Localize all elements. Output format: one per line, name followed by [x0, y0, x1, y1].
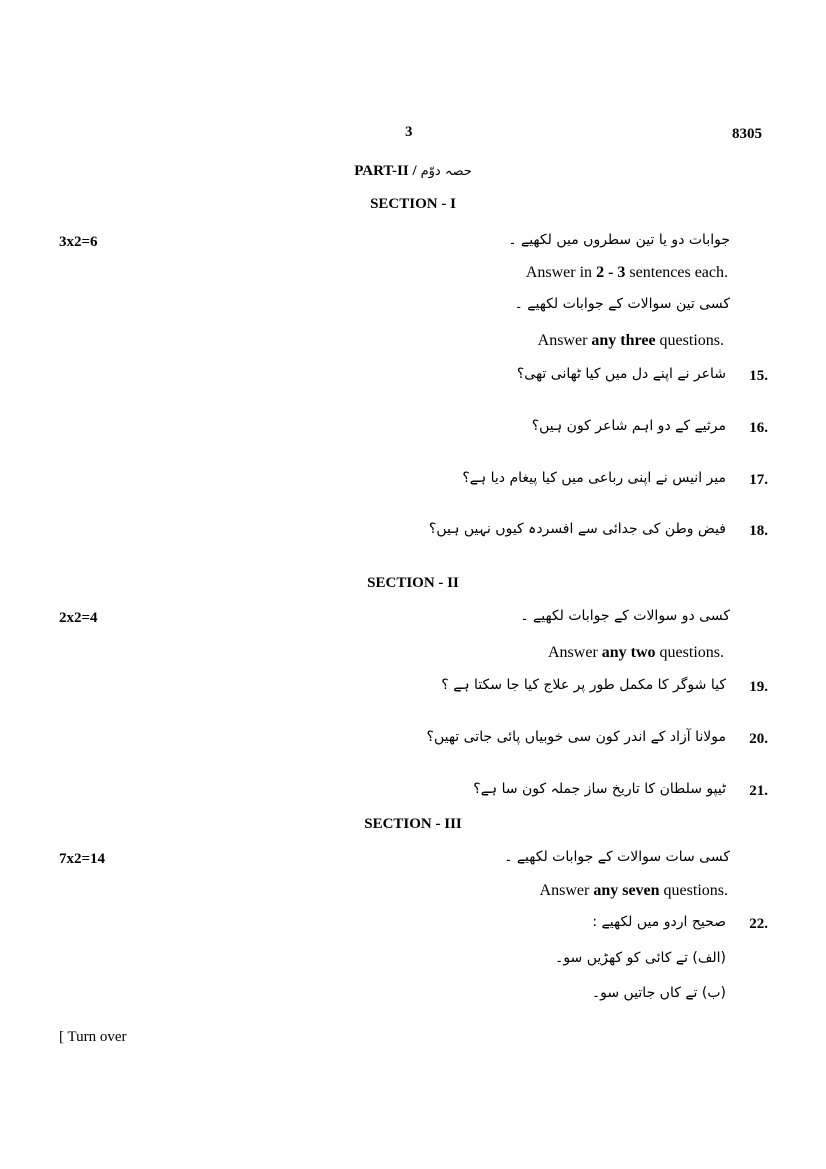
instruction-text: sentences each. [625, 264, 728, 281]
section-1-english-instruction-2 [538, 332, 724, 350]
paper-code: 8305 [732, 126, 762, 142]
question-number: 20. [749, 731, 768, 747]
page-number: 3 [405, 124, 413, 140]
question-number: 19. [749, 679, 768, 695]
question-15 [400, 366, 768, 388]
question-number: 18. [749, 523, 768, 539]
question-22 [400, 914, 768, 936]
instruction-emphasis: any three [591, 332, 656, 349]
instruction-emphasis: any seven [593, 882, 660, 899]
question-text: شاعر نے اپنے دل میں کیا ٹھانی تھی؟ [516, 366, 726, 382]
instruction-text: questions. [655, 644, 724, 661]
part-title [0, 162, 826, 180]
question-number: 15. [749, 368, 768, 384]
question-text: میر انیس نے اپنی رباعی میں کیا پیغام دیا ہے؟ [462, 470, 726, 486]
question-text: فیض وطن کی جدائی سے افسردہ کیوں نہیں ہیں؟ [428, 521, 726, 537]
section-1-urdu-instruction-2: کسی تین سوالات کے جوابات لکھیے ۔ [514, 296, 730, 312]
instruction-text: Answer [548, 644, 602, 661]
question-21 [400, 781, 768, 803]
section-1-english-instruction-1 [526, 264, 728, 282]
instruction-text: questions. [655, 332, 724, 349]
part-title-english: PART-II / [354, 163, 417, 179]
section-2-marks: 2x2=4 [59, 610, 98, 626]
question-text: مولانا آزاد کے اندر کون سی خوبیاں پائی جاتی تھیں؟ [426, 729, 726, 745]
instruction-text: questions. [659, 882, 728, 899]
instruction-emphasis: 2 - 3 [596, 264, 626, 281]
instruction-emphasis: any two [601, 644, 656, 661]
section-1-marks: 3x2=6 [59, 234, 98, 250]
section-2-title: SECTION - II [367, 575, 459, 591]
section-3-title: SECTION - III [364, 816, 462, 832]
question-17 [400, 470, 768, 492]
section-1-urdu-instruction-1: جوابات دو یا تین سطروں میں لکھیے ۔ [508, 232, 730, 248]
section-3-english-instruction [540, 882, 728, 900]
question-number: 22. [749, 916, 768, 932]
question-text: کیا شوگر کا مکمل طور پر علاج کیا جا سکتا ہے ؟ [441, 677, 726, 693]
instruction-text: Answer [539, 882, 594, 899]
question-16 [400, 418, 768, 440]
question-text: صحیح اردو میں لکھیے : [592, 914, 726, 930]
question-number: 17. [749, 472, 768, 488]
instruction-text: Answer [537, 332, 592, 349]
question-number: 16. [749, 420, 768, 436]
question-19 [400, 677, 768, 699]
instruction-text: Answer in [525, 264, 597, 281]
question-text: مرثیے کے دو اہم شاعر کون ہیں؟ [531, 418, 726, 434]
question-22-sub-item-b: (ب) تے کاں جاتیں سو۔ [591, 985, 726, 1001]
turn-over-note: [ Turn over [59, 1029, 127, 1045]
question-18 [400, 521, 768, 543]
section-1-title: SECTION - I [370, 196, 456, 212]
question-22-sub-item-a: (الف) تے کائی کو کھڑیں سو۔ [555, 950, 726, 966]
section-3-marks: 7x2=14 [59, 851, 106, 867]
section-2-english-instruction [548, 644, 724, 662]
part-title-urdu: حصہ دوّم [420, 164, 472, 179]
question-number: 21. [749, 783, 768, 799]
question-20 [400, 729, 768, 751]
section-3-urdu-instruction: کسی سات سوالات کے جوابات لکھیے ۔ [504, 849, 730, 865]
section-2-urdu-instruction: کسی دو سوالات کے جوابات لکھیے ۔ [520, 608, 730, 624]
question-text: ٹیپو سلطان کا تاریخ ساز جملہ کون سا ہے؟ [473, 781, 726, 797]
